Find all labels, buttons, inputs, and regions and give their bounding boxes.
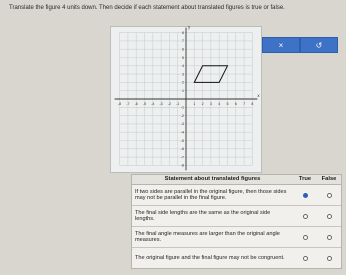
y-tick-label: -4 (180, 130, 184, 135)
y-tick-label: 2 (182, 80, 184, 85)
x-tick-label: 4 (218, 102, 221, 106)
false-radio[interactable] (327, 193, 332, 198)
x-tick-label: 3 (209, 102, 212, 106)
y-tick-label: -8 (180, 163, 184, 168)
x-tick-label: 5 (226, 102, 229, 106)
instructions-text: Translate the figure 4 units down. Then decide if each statement about translated figures is true or false. (9, 5, 285, 11)
y-tick-label: 6 (182, 47, 184, 52)
x-tick-label: -4 (151, 102, 155, 106)
y-axis-label: y (188, 24, 191, 30)
y-tick-label: 8 (182, 30, 184, 35)
x-axis-label: x (257, 93, 260, 98)
x-tick-label: -7 (126, 102, 130, 106)
y-tick-label: -3 (180, 122, 184, 127)
table-header (132, 175, 341, 185)
x-tick-label: 1 (193, 102, 196, 106)
grid-svg[interactable] (111, 24, 261, 172)
close-icon: × (278, 40, 284, 50)
y-tick-label: -6 (180, 147, 184, 152)
undo-icon: ↺ (315, 40, 323, 50)
graph-toolbar (262, 37, 338, 53)
y-tick-label: -1 (180, 105, 184, 110)
statement-text: If two sides are parallel in the original figure, then those sides may not be parallel in the final figure. (135, 188, 287, 201)
false-radio[interactable] (327, 256, 332, 261)
x-tick-label: -8 (117, 102, 122, 106)
coordinate-grid[interactable] (110, 26, 262, 173)
x-tick-label: 7 (243, 102, 246, 106)
y-tick-label: 4 (182, 64, 184, 69)
false-radio[interactable] (327, 235, 332, 240)
statement-text: The final angle measures are larger than the original angle measures. (135, 230, 280, 243)
false-radio[interactable] (327, 214, 332, 219)
true-radio[interactable] (303, 193, 308, 198)
x-tick-label: -3 (159, 102, 163, 106)
y-tick-label: -7 (180, 155, 184, 160)
y-tick-label: 1 (182, 89, 184, 93)
statements-table (131, 174, 342, 269)
x-tick-label: -1 (176, 102, 180, 106)
x-tick-label: 8 (251, 102, 254, 106)
x-tick-label: -5 (142, 102, 147, 106)
y-tick-label: -5 (180, 138, 184, 143)
true-radio[interactable] (303, 235, 308, 240)
x-tick-label: -2 (167, 102, 172, 106)
true-radio[interactable] (303, 256, 308, 261)
statement-text: The final side lengths are the same as the original side lengths. (135, 209, 271, 222)
true-radio[interactable] (303, 214, 308, 219)
x-tick-label: 2 (201, 102, 204, 106)
x-tick-label: -6 (134, 102, 138, 106)
header-true: True (298, 176, 312, 183)
table-row (132, 227, 341, 248)
table-row (132, 248, 341, 268)
close-button[interactable] (262, 37, 300, 53)
undo-button[interactable] (300, 37, 338, 53)
table-row (132, 185, 341, 206)
table-row (132, 206, 341, 227)
y-tick-label: 3 (182, 72, 184, 77)
y-tick-label: 5 (182, 55, 184, 60)
y-tick-label: 7 (182, 39, 184, 44)
x-tick-label: 6 (234, 102, 237, 106)
y-tick-label: -2 (180, 113, 184, 118)
header-false: False (321, 176, 337, 183)
statement-text: The original figure and the final figure may not be congruent. (135, 254, 285, 261)
header-statement: Statement about translated figures (164, 176, 261, 183)
